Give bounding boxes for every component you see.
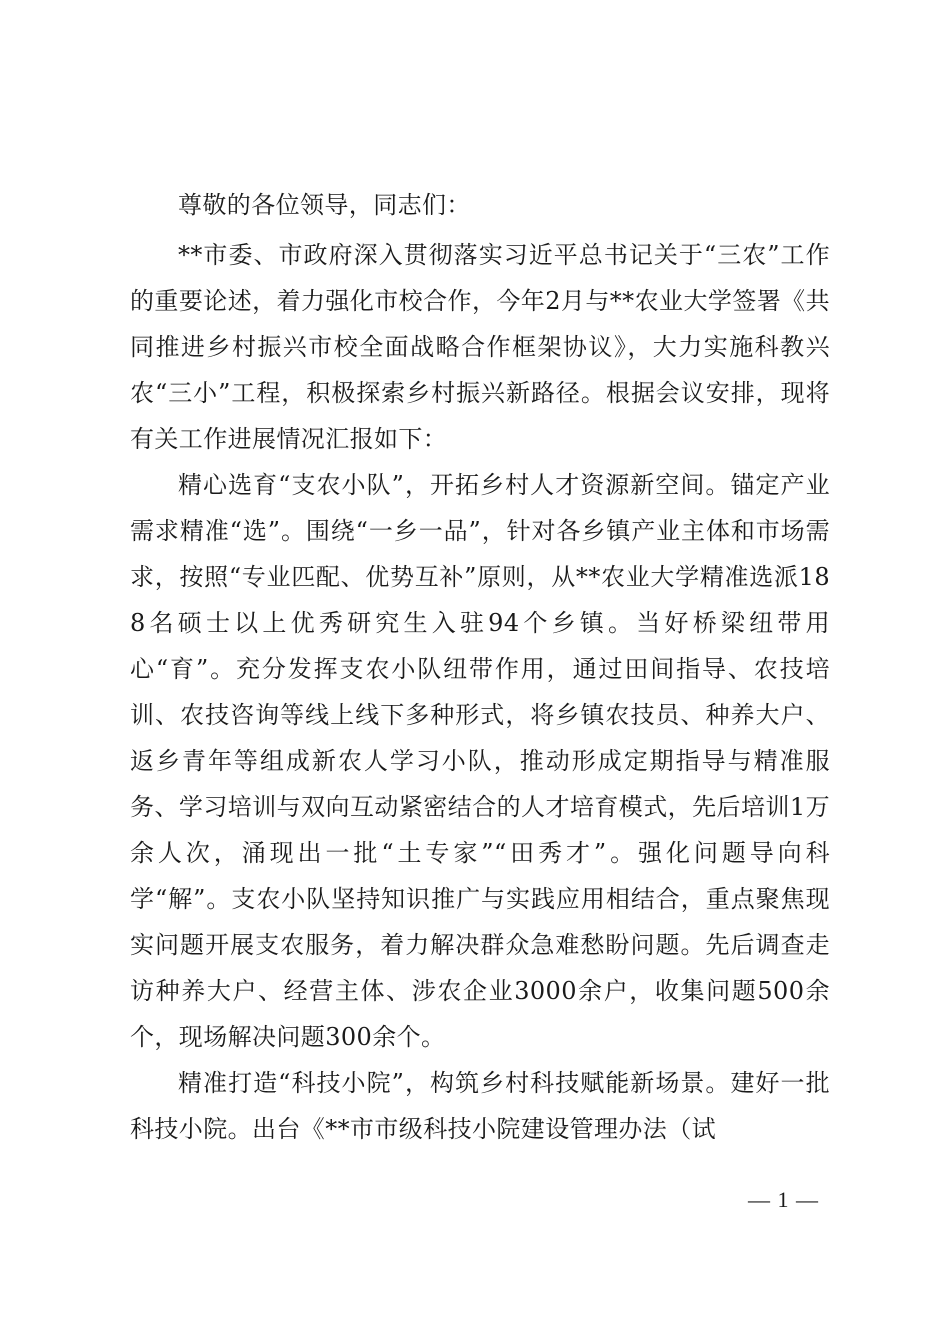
document-body <box>130 182 830 1152</box>
page-number: — 1 — <box>748 1187 819 1212</box>
paragraph-intro: **市委、市政府深入贯彻落实习近平总书记关于“三农”工作的重要论述，着力强化市校合作，今年2月与**农业大学签署《共同推进乡村振兴市校全面战略合作框架协议》，大力实施科教兴农“三小”工程，积极探索乡村振兴新路径。根据会议安排，现将有关工作进展情况汇报如下： <box>130 241 830 453</box>
paragraph-support-team: 精心选育“支农小队”，开拓乡村人才资源新空间。锚定产业需求精准“选”。围绕“一乡一品”，针对各乡镇产业主体和市场需求，按照“专业匹配、优势互补”原则，从**农业大学精准选派188名硕士以上优秀研究生入驻94个乡镇。当好桥梁纽带用心“育”。充分发挥支农小队纽带作用，通过田间指导、农技培训、农技咨询等线上线下多种形式，将乡镇农技员、种养大户、返乡青年等组成新农人学习小队，推动形成定期指导与精准服务、学习培训与双向互动紧密结合的人才培育模式，先后培训1万余人次，涌现出一批“土专家”“田秀才”。强化问题导向科学“解”。支农小队坚持知识推广与实践应用相结合，重点聚焦现实问题开展支农服务，着力解决群众急难愁盼问题。先后调查走访种养大户、经营主体、涉农企业3000余户，收集问题500余个，现场解决问题300余个。 <box>130 471 830 1051</box>
paragraph-science-courtyard: 精准打造“科技小院”，构筑乡村科技赋能新场景。建好一批科技小院。出台《**市市级科技小院建设管理办法（试 <box>130 1069 830 1143</box>
salutation: 尊敬的各位领导，同志们： <box>178 191 471 219</box>
